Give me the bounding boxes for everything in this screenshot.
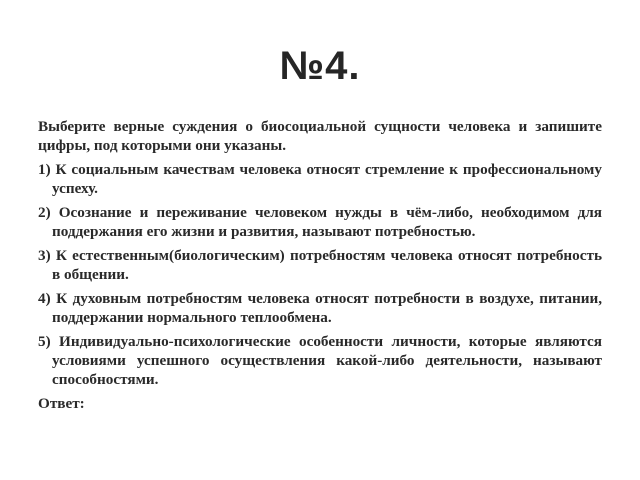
statement-5: 5) Индивидуально-психологические особенности личности, которые являются условиями успешного осуществления какой-либо деятельности, называют способностями. bbox=[38, 333, 602, 388]
slide-title: №4. bbox=[279, 44, 361, 88]
statement-1: 1) К социальным качествам человека относят стремление к профессиональному успеху. bbox=[38, 161, 602, 197]
statement-3: 3) К естественным(биологическим) потребностям человека относят потребность в общении. bbox=[38, 247, 602, 283]
task-intro: Выберите верные суждения о биосоциальной сущности человека и запишите цифры, под которыми они указаны. bbox=[38, 118, 602, 154]
task-content bbox=[38, 117, 602, 418]
statement-4: 4) К духовным потребностям человека относят потребности в воздухе, питании, поддержании нормального теплообмена. bbox=[38, 290, 602, 326]
statement-2: 2) Осознание и переживание человеком нужды в чём-либо, необходимом для поддержания его жизни и развития, называют потребностью. bbox=[38, 204, 602, 240]
answer-label: Ответ: bbox=[38, 395, 85, 412]
